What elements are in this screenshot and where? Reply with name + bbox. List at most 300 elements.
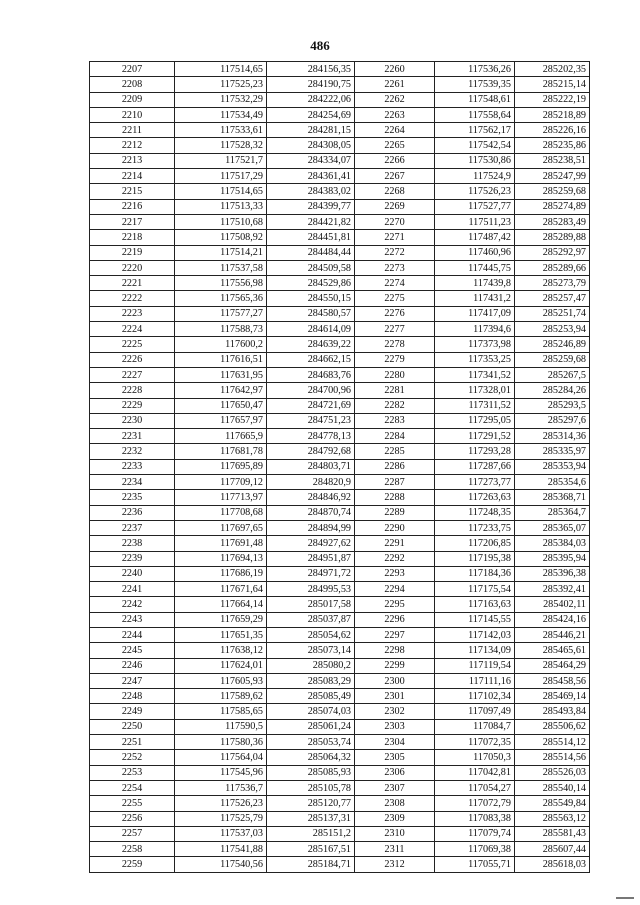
point-number-cell: 2207	[90, 62, 175, 77]
coordinate-cell: 117691,48	[175, 536, 267, 551]
coordinate-cell: 285563,12	[515, 811, 590, 826]
table-row	[90, 230, 590, 245]
coordinate-cell: 117642,97	[175, 383, 267, 398]
point-number-cell: 2227	[90, 367, 175, 382]
table-row	[90, 92, 590, 107]
point-number-cell: 2279	[355, 352, 435, 367]
coordinate-cell: 117536,26	[435, 62, 515, 77]
coordinate-cell: 117487,42	[435, 230, 515, 245]
point-number-cell: 2291	[355, 536, 435, 551]
coordinate-cell: 285054,62	[267, 627, 355, 642]
coordinate-cell: 285364,7	[515, 505, 590, 520]
point-number-cell: 2263	[355, 107, 435, 122]
point-number-cell: 2265	[355, 138, 435, 153]
coordinate-cell: 117311,52	[435, 398, 515, 413]
point-number-cell: 2270	[355, 214, 435, 229]
coordinate-cell: 117293,28	[435, 444, 515, 459]
coordinate-cell: 284683,76	[267, 367, 355, 382]
coordinate-cell: 284156,35	[267, 62, 355, 77]
point-number-cell: 2248	[90, 689, 175, 704]
point-number-cell: 2269	[355, 199, 435, 214]
coordinate-cell: 284995,53	[267, 582, 355, 597]
coordinate-cell: 117681,78	[175, 444, 267, 459]
coordinate-cell: 117697,65	[175, 520, 267, 535]
coordinate-cell: 117580,36	[175, 735, 267, 750]
coordinate-cell: 117528,32	[175, 138, 267, 153]
point-number-cell: 2231	[90, 429, 175, 444]
coordinate-cell: 117562,17	[435, 123, 515, 138]
page-edge-mark	[616, 897, 634, 899]
point-number-cell: 2256	[90, 811, 175, 826]
point-number-cell: 2237	[90, 520, 175, 535]
coordinate-cell: 285253,94	[515, 322, 590, 337]
coordinate-cell: 117510,68	[175, 214, 267, 229]
table-row	[90, 276, 590, 291]
coordinate-cell: 117665,9	[175, 429, 267, 444]
coordinate-cell: 117532,29	[175, 92, 267, 107]
coordinate-cell: 117533,61	[175, 123, 267, 138]
point-number-cell: 2235	[90, 490, 175, 505]
coordinate-cell: 285017,58	[267, 597, 355, 612]
coordinate-cell: 285215,14	[515, 77, 590, 92]
coordinate-cell: 285259,68	[515, 184, 590, 199]
coordinate-cell: 117537,58	[175, 260, 267, 275]
point-number-cell: 2209	[90, 92, 175, 107]
point-number-cell: 2290	[355, 520, 435, 535]
table-row	[90, 505, 590, 520]
coordinate-cell: 285354,6	[515, 475, 590, 490]
point-number-cell: 2301	[355, 689, 435, 704]
table-row	[90, 735, 590, 750]
table-row	[90, 689, 590, 704]
point-number-cell: 2262	[355, 92, 435, 107]
coordinate-cell: 117233,75	[435, 520, 515, 535]
coordinate-cell: 117248,35	[435, 505, 515, 520]
point-number-cell: 2289	[355, 505, 435, 520]
coordinate-cell: 117709,12	[175, 475, 267, 490]
point-number-cell: 2286	[355, 459, 435, 474]
table-row	[90, 383, 590, 398]
coordinate-cell: 285297,6	[515, 413, 590, 428]
point-number-cell: 2309	[355, 811, 435, 826]
coordinate-cell: 117514,65	[175, 62, 267, 77]
table-row	[90, 459, 590, 474]
coordinate-cell: 285167,51	[267, 842, 355, 857]
point-number-cell: 2259	[90, 857, 175, 872]
point-number-cell: 2264	[355, 123, 435, 138]
point-number-cell: 2211	[90, 123, 175, 138]
coordinate-cell: 117616,51	[175, 352, 267, 367]
coordinate-cell: 284700,96	[267, 383, 355, 398]
coordinate-cell: 117079,74	[435, 826, 515, 841]
table-row	[90, 444, 590, 459]
coordinate-cell: 117119,54	[435, 658, 515, 673]
coordinate-cell: 117072,79	[435, 796, 515, 811]
point-number-cell: 2228	[90, 383, 175, 398]
coordinate-cell: 285396,38	[515, 566, 590, 581]
table-row	[90, 627, 590, 642]
coordinate-cell: 117195,38	[435, 551, 515, 566]
table-row	[90, 612, 590, 627]
table-row	[90, 673, 590, 688]
point-number-cell: 2216	[90, 199, 175, 214]
point-number-cell: 2253	[90, 765, 175, 780]
table-row	[90, 107, 590, 122]
coordinate-cell: 284721,69	[267, 398, 355, 413]
table-row	[90, 490, 590, 505]
table-row	[90, 811, 590, 826]
point-number-cell: 2311	[355, 842, 435, 857]
point-number-cell: 2220	[90, 260, 175, 275]
coordinate-cell: 117524,9	[435, 169, 515, 184]
coordinate-cell: 117431,2	[435, 291, 515, 306]
coordinate-cell: 117556,98	[175, 276, 267, 291]
coordinate-cell: 117638,12	[175, 643, 267, 658]
coordinate-cell: 117588,73	[175, 322, 267, 337]
coordinates-table	[89, 61, 590, 873]
point-number-cell: 2274	[355, 276, 435, 291]
coordinate-cell: 285053,74	[267, 735, 355, 750]
table-row	[90, 842, 590, 857]
point-number-cell: 2296	[355, 612, 435, 627]
coordinate-cell: 284870,74	[267, 505, 355, 520]
point-number-cell: 2224	[90, 322, 175, 337]
coordinate-cell: 117713,97	[175, 490, 267, 505]
coordinate-cell: 117664,14	[175, 597, 267, 612]
coordinate-cell: 117328,01	[435, 383, 515, 398]
coordinate-cell: 285061,24	[267, 719, 355, 734]
coordinate-cell: 117540,56	[175, 857, 267, 872]
table-row	[90, 245, 590, 260]
point-number-cell: 2266	[355, 153, 435, 168]
coordinate-cell: 117545,96	[175, 765, 267, 780]
coordinate-cell: 285073,14	[267, 643, 355, 658]
table-row	[90, 153, 590, 168]
coordinate-cell: 284927,62	[267, 536, 355, 551]
coordinate-cell: 117525,79	[175, 811, 267, 826]
coordinate-cell: 284792,68	[267, 444, 355, 459]
coordinate-cell: 117394,6	[435, 322, 515, 337]
point-number-cell: 2280	[355, 367, 435, 382]
coordinate-cell: 284383,02	[267, 184, 355, 199]
point-number-cell: 2292	[355, 551, 435, 566]
coordinate-cell: 117590,5	[175, 719, 267, 734]
point-number-cell: 2225	[90, 337, 175, 352]
coordinate-cell: 285458,56	[515, 673, 590, 688]
point-number-cell: 2268	[355, 184, 435, 199]
coordinate-cell: 285365,07	[515, 520, 590, 535]
coordinate-cell: 285257,47	[515, 291, 590, 306]
table-row	[90, 536, 590, 551]
coordinate-cell: 117134,09	[435, 643, 515, 658]
coordinate-cell: 285064,32	[267, 750, 355, 765]
coordinate-cell: 285395,94	[515, 551, 590, 566]
table-row	[90, 367, 590, 382]
point-number-cell: 2217	[90, 214, 175, 229]
table-row	[90, 138, 590, 153]
point-number-cell: 2295	[355, 597, 435, 612]
point-number-cell: 2294	[355, 582, 435, 597]
point-number-cell: 2242	[90, 597, 175, 612]
table-row	[90, 398, 590, 413]
point-number-cell: 2226	[90, 352, 175, 367]
coordinate-cell: 285267,5	[515, 367, 590, 382]
coordinate-cell: 284820,9	[267, 475, 355, 490]
coordinate-cell: 117541,88	[175, 842, 267, 857]
coordinate-cell: 285137,31	[267, 811, 355, 826]
coordinate-cell: 285184,71	[267, 857, 355, 872]
coordinate-cell: 285202,35	[515, 62, 590, 77]
coordinate-cell: 117631,95	[175, 367, 267, 382]
coordinate-cell: 117460,96	[435, 245, 515, 260]
point-number-cell: 2258	[90, 842, 175, 857]
coordinate-cell: 117373,98	[435, 337, 515, 352]
point-number-cell: 2221	[90, 276, 175, 291]
point-number-cell: 2238	[90, 536, 175, 551]
table-row	[90, 62, 590, 77]
table-row	[90, 169, 590, 184]
coordinate-cell: 117686,19	[175, 566, 267, 581]
table-row	[90, 780, 590, 795]
coordinate-cell: 285273,79	[515, 276, 590, 291]
coordinate-cell: 284751,23	[267, 413, 355, 428]
table-row	[90, 658, 590, 673]
point-number-cell: 2214	[90, 169, 175, 184]
coordinate-cell: 117042,81	[435, 765, 515, 780]
coordinate-cell: 285293,5	[515, 398, 590, 413]
coordinate-cell: 285083,29	[267, 673, 355, 688]
coordinate-cell: 117589,62	[175, 689, 267, 704]
point-number-cell: 2222	[90, 291, 175, 306]
point-number-cell: 2275	[355, 291, 435, 306]
coordinate-cell: 285465,61	[515, 643, 590, 658]
coordinate-cell: 285283,49	[515, 214, 590, 229]
coordinate-cell: 117263,63	[435, 490, 515, 505]
point-number-cell: 2273	[355, 260, 435, 275]
point-number-cell: 2287	[355, 475, 435, 490]
coordinate-cell: 117273,77	[435, 475, 515, 490]
point-number-cell: 2293	[355, 566, 435, 581]
table-row	[90, 413, 590, 428]
table-row	[90, 306, 590, 321]
coordinate-cell: 117069,38	[435, 842, 515, 857]
point-number-cell: 2282	[355, 398, 435, 413]
point-number-cell: 2276	[355, 306, 435, 321]
point-number-cell: 2213	[90, 153, 175, 168]
coordinate-cell: 285226,16	[515, 123, 590, 138]
coordinate-cell: 285274,89	[515, 199, 590, 214]
table-row	[90, 429, 590, 444]
coordinate-cell: 285235,86	[515, 138, 590, 153]
coordinate-cell: 117175,54	[435, 582, 515, 597]
point-number-cell: 2252	[90, 750, 175, 765]
point-number-cell: 2300	[355, 673, 435, 688]
point-number-cell: 2307	[355, 780, 435, 795]
coordinate-cell: 284971,72	[267, 566, 355, 581]
coordinate-cell: 117526,23	[175, 796, 267, 811]
table-row	[90, 719, 590, 734]
point-number-cell: 2285	[355, 444, 435, 459]
coordinate-cell: 284334,07	[267, 153, 355, 168]
coordinate-cell: 285284,26	[515, 383, 590, 398]
coordinate-cell: 285246,89	[515, 337, 590, 352]
point-number-cell: 2299	[355, 658, 435, 673]
coordinate-cell: 117537,03	[175, 826, 267, 841]
point-number-cell: 2223	[90, 306, 175, 321]
coordinate-cell: 117577,27	[175, 306, 267, 321]
point-number-cell: 2257	[90, 826, 175, 841]
point-number-cell: 2229	[90, 398, 175, 413]
point-number-cell: 2284	[355, 429, 435, 444]
coordinate-cell: 117353,25	[435, 352, 515, 367]
coordinate-cell: 285514,12	[515, 735, 590, 750]
point-number-cell: 2236	[90, 505, 175, 520]
point-number-cell: 2306	[355, 765, 435, 780]
table-row	[90, 184, 590, 199]
coordinate-cell: 285607,44	[515, 842, 590, 857]
coordinate-cell: 117111,16	[435, 673, 515, 688]
coordinate-cell: 285392,41	[515, 582, 590, 597]
point-number-cell: 2283	[355, 413, 435, 428]
coordinate-cell: 117145,55	[435, 612, 515, 627]
point-number-cell: 2239	[90, 551, 175, 566]
point-number-cell: 2251	[90, 735, 175, 750]
coordinate-cell: 117521,7	[175, 153, 267, 168]
coordinate-cell: 117564,04	[175, 750, 267, 765]
coordinate-cell: 117517,29	[175, 169, 267, 184]
coordinate-cell: 117514,65	[175, 184, 267, 199]
point-number-cell: 2212	[90, 138, 175, 153]
coordinate-cell: 285549,84	[515, 796, 590, 811]
point-number-cell: 2245	[90, 643, 175, 658]
coordinate-cell: 285247,99	[515, 169, 590, 184]
point-number-cell: 2234	[90, 475, 175, 490]
coordinate-cell: 117708,68	[175, 505, 267, 520]
coordinate-cell: 285222,19	[515, 92, 590, 107]
table-row	[90, 199, 590, 214]
point-number-cell: 2297	[355, 627, 435, 642]
coordinate-cell: 117163,63	[435, 597, 515, 612]
point-number-cell: 2210	[90, 107, 175, 122]
coordinate-cell: 285259,68	[515, 352, 590, 367]
coordinate-cell: 117548,61	[435, 92, 515, 107]
table-row	[90, 582, 590, 597]
coordinate-cell: 117513,33	[175, 199, 267, 214]
table-row	[90, 597, 590, 612]
table-row	[90, 214, 590, 229]
coordinate-cell: 284451,81	[267, 230, 355, 245]
coordinate-cell: 285353,94	[515, 459, 590, 474]
coordinate-cell: 117054,27	[435, 780, 515, 795]
coordinate-cell: 117508,92	[175, 230, 267, 245]
coordinate-cell: 117585,65	[175, 704, 267, 719]
table-row	[90, 765, 590, 780]
coordinate-cell: 117624,01	[175, 658, 267, 673]
coordinate-cell: 117534,49	[175, 107, 267, 122]
coordinate-cell: 285289,88	[515, 230, 590, 245]
coordinate-cell: 117539,35	[435, 77, 515, 92]
coordinate-cell: 285085,93	[267, 765, 355, 780]
table-row	[90, 704, 590, 719]
coordinate-cell: 284846,92	[267, 490, 355, 505]
point-number-cell: 2243	[90, 612, 175, 627]
point-number-cell: 2312	[355, 857, 435, 872]
coordinate-cell: 285618,03	[515, 857, 590, 872]
coordinate-cell: 284778,13	[267, 429, 355, 444]
point-number-cell: 2218	[90, 230, 175, 245]
coordinate-cell: 284803,71	[267, 459, 355, 474]
coordinate-cell: 117657,97	[175, 413, 267, 428]
coordinate-cell: 285506,62	[515, 719, 590, 734]
coordinate-cell: 117651,35	[175, 627, 267, 642]
point-number-cell: 2272	[355, 245, 435, 260]
point-number-cell: 2233	[90, 459, 175, 474]
coordinate-cell: 285424,16	[515, 612, 590, 627]
coordinate-cell: 285238,51	[515, 153, 590, 168]
coordinate-cell: 117097,49	[435, 704, 515, 719]
coordinate-cell: 117526,23	[435, 184, 515, 199]
coordinate-cell: 117536,7	[175, 780, 267, 795]
coordinate-cell: 117341,52	[435, 367, 515, 382]
coordinate-cell: 285493,84	[515, 704, 590, 719]
point-number-cell: 2255	[90, 796, 175, 811]
coordinate-cell: 285469,14	[515, 689, 590, 704]
coordinate-cell: 117514,21	[175, 245, 267, 260]
coordinate-cell: 117142,03	[435, 627, 515, 642]
table-row	[90, 826, 590, 841]
point-number-cell: 2244	[90, 627, 175, 642]
table-row	[90, 322, 590, 337]
point-number-cell: 2232	[90, 444, 175, 459]
page-number: 486	[310, 38, 330, 53]
table-row	[90, 352, 590, 367]
coordinate-cell: 285314,36	[515, 429, 590, 444]
point-number-cell: 2277	[355, 322, 435, 337]
coordinate-cell: 117084,7	[435, 719, 515, 734]
coordinate-cell: 117295,05	[435, 413, 515, 428]
point-number-cell: 2241	[90, 582, 175, 597]
coordinate-cell: 117287,66	[435, 459, 515, 474]
point-number-cell: 2303	[355, 719, 435, 734]
coordinate-cell: 117694,13	[175, 551, 267, 566]
coordinate-cell: 117511,23	[435, 214, 515, 229]
coordinate-cell: 285037,87	[267, 612, 355, 627]
point-number-cell: 2261	[355, 77, 435, 92]
coordinate-cell: 117565,36	[175, 291, 267, 306]
table-row	[90, 291, 590, 306]
coordinate-cell: 117439,8	[435, 276, 515, 291]
coordinate-cell: 285120,77	[267, 796, 355, 811]
point-number-cell: 2215	[90, 184, 175, 199]
coordinate-cell: 284509,58	[267, 260, 355, 275]
point-number-cell: 2246	[90, 658, 175, 673]
point-number-cell: 2254	[90, 780, 175, 795]
coordinate-cell: 284550,15	[267, 291, 355, 306]
coordinate-cell: 117659,29	[175, 612, 267, 627]
point-number-cell: 2208	[90, 77, 175, 92]
point-number-cell: 2310	[355, 826, 435, 841]
coordinate-cell: 117083,38	[435, 811, 515, 826]
coordinate-cell: 285402,11	[515, 597, 590, 612]
coordinate-cell: 285335,97	[515, 444, 590, 459]
point-number-cell: 2308	[355, 796, 435, 811]
coordinate-cell: 285446,21	[515, 627, 590, 642]
table-row	[90, 551, 590, 566]
coordinate-cell: 284894,99	[267, 520, 355, 535]
table-row	[90, 520, 590, 535]
coordinate-cell: 117445,75	[435, 260, 515, 275]
coordinate-cell: 285151,2	[267, 826, 355, 841]
